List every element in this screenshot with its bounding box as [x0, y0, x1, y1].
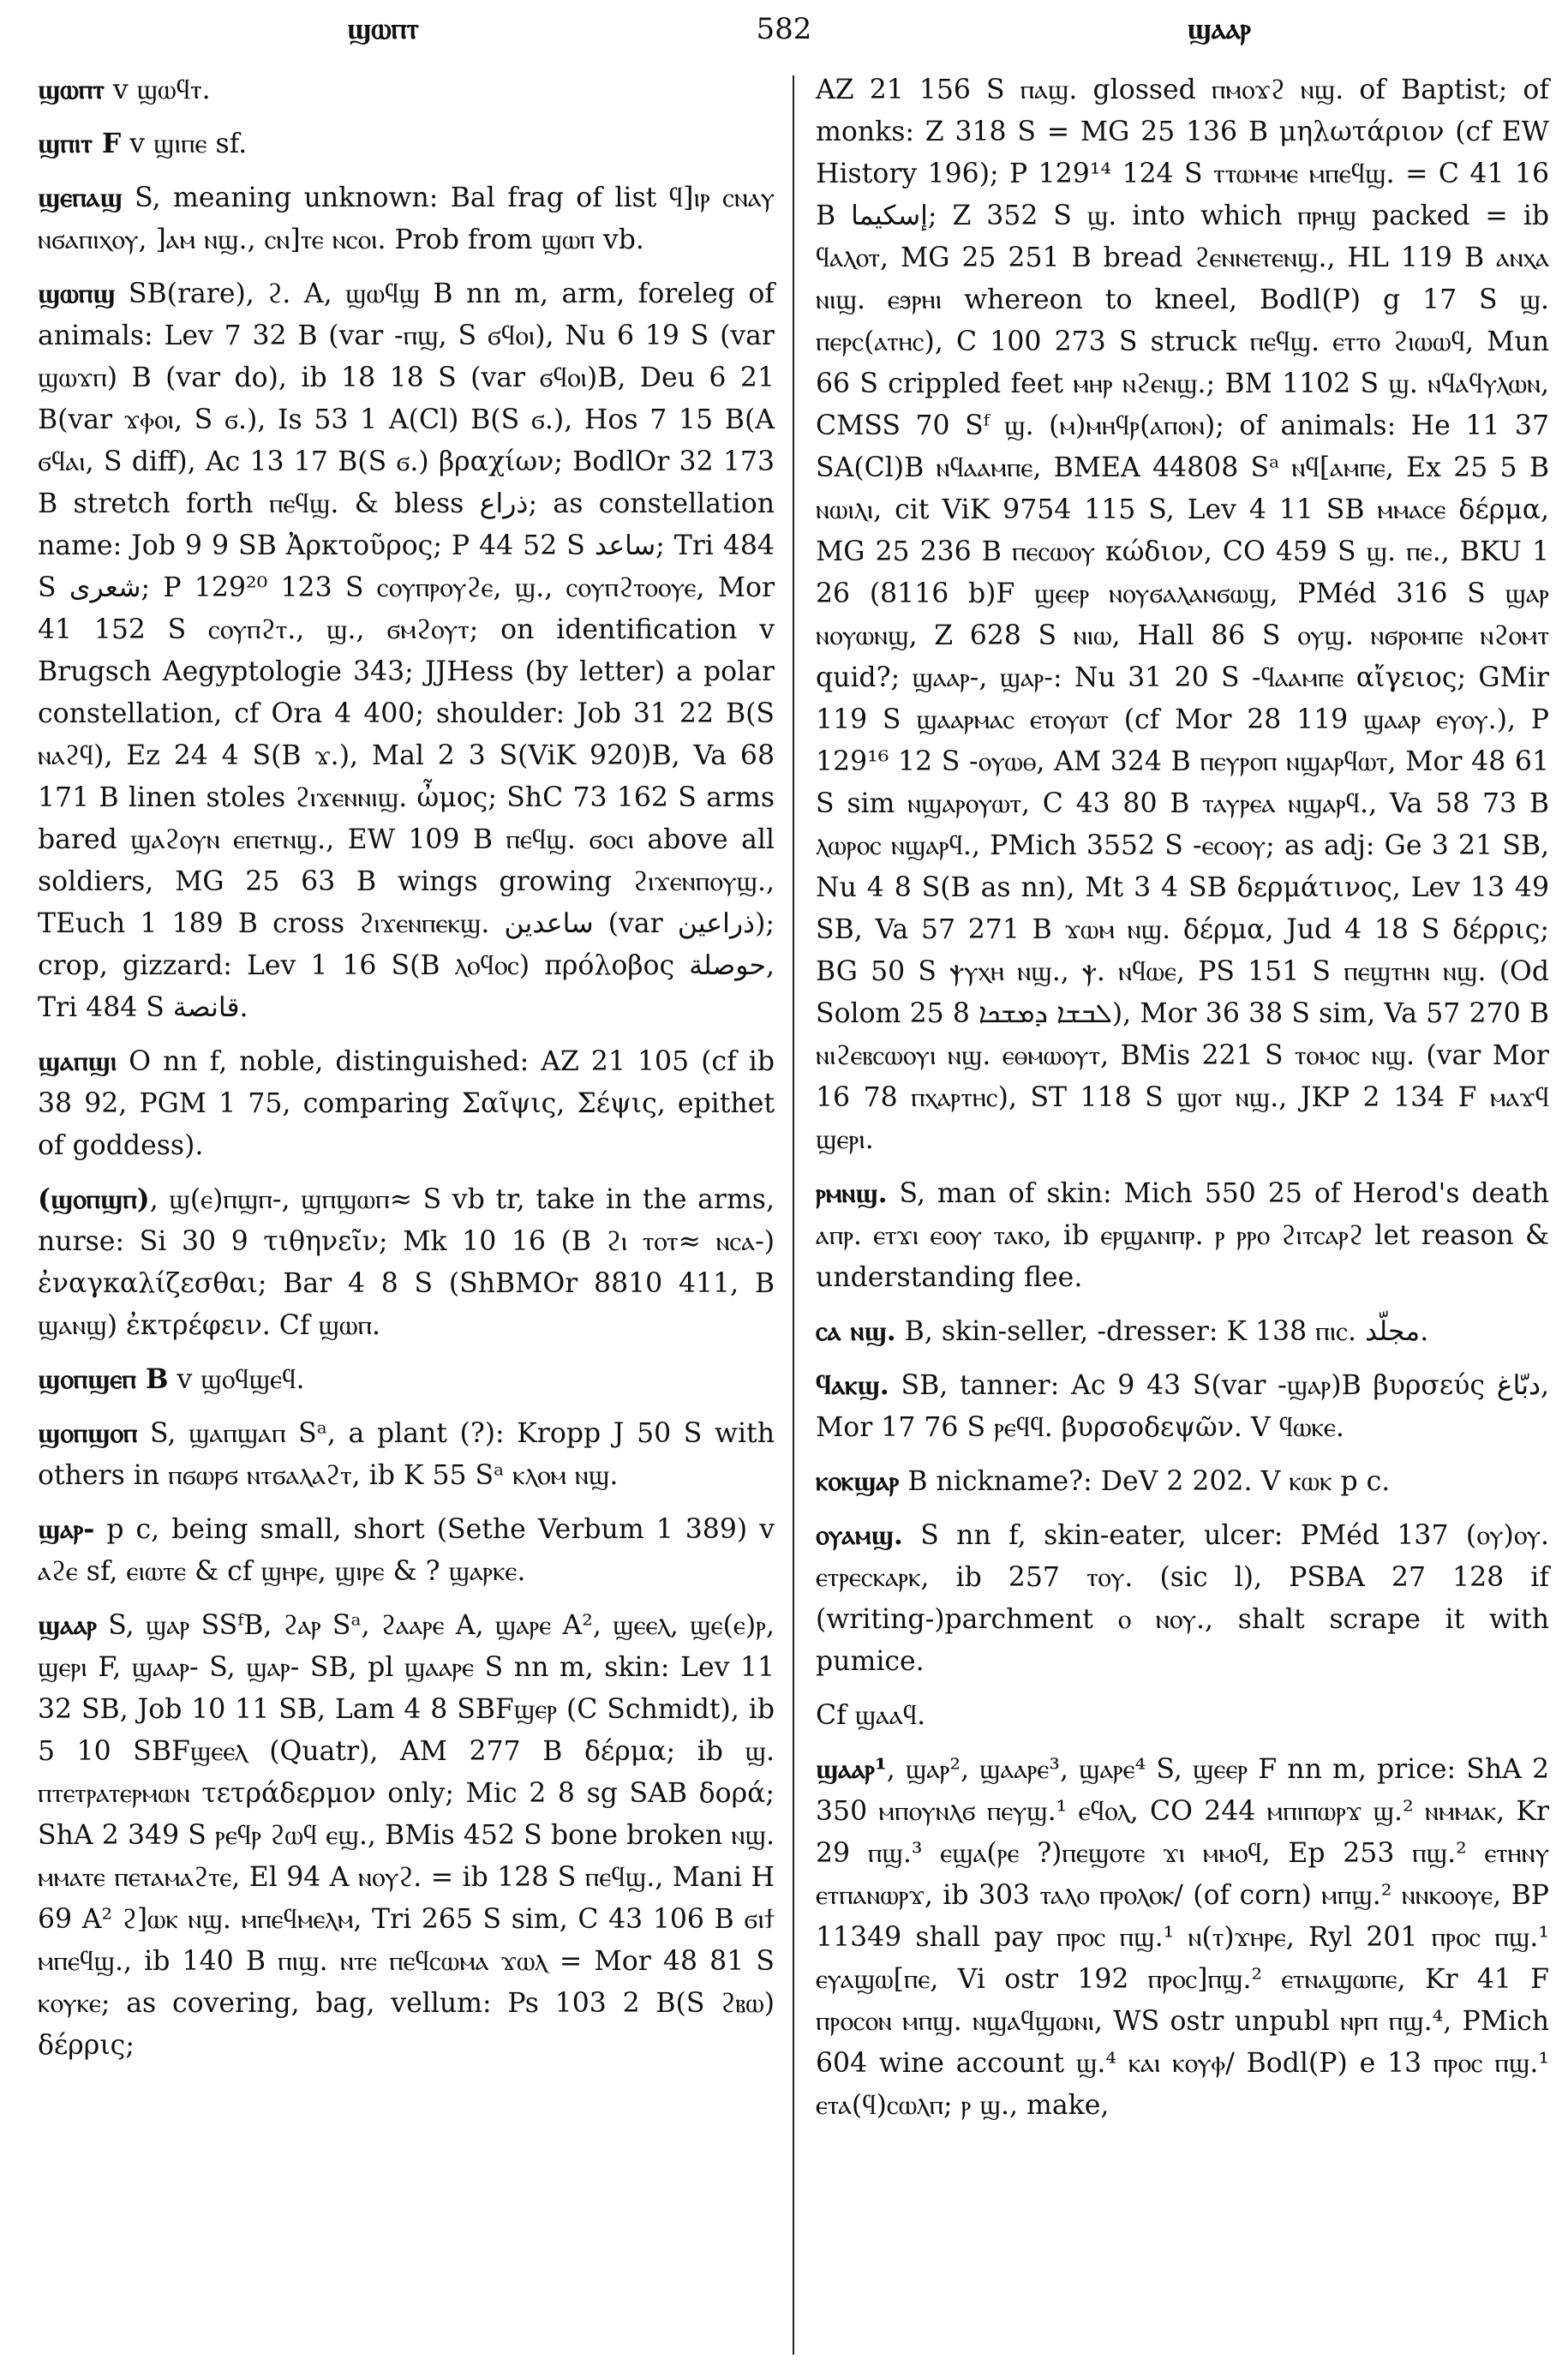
entry — [816, 1460, 1549, 1503]
entry-body: AZ 21 156 S ⲡⲁϣ. glossed ⲡⲙⲟϫϩ ⲛϣ. of Baptist; of monks: Z 318 S = MG 25 136 B μηλωτάριον (cf EW History 196); P 129¹⁴ 124 S ⲧⲧⲱⲙⲙⲉ ⲙⲡⲉϥϣ. = C 41 16 B إسكيما; Z 352 S ϣ. into which ⲡⲣⲏϣ packed = ib ϥⲁⲗⲟⲧ, MG 25 251 B bread ϩⲉⲛⲛⲉⲧⲉⲛϣ., HL 119 B ⲁⲛⲭⲁ ⲛⲓϣ. ⲉϧⲣⲏⲓ whereon to kneel, Bodl(P) g 17 S ϣ. ⲡⲉⲣⲥ(ⲁⲧⲏⲥ), C 100 273 S struck ⲡⲉϥϣ. ⲉⲧⲧⲟ ϩⲓⲱⲱϥ, Mun 66 S crippled feet ⲙⲏⲣ ⲛϩⲉⲛϣ.; BM 1102 S ϣ. ⲛϥⲁϥⲩⲗⲱⲛ, CMSS 70 Sᶠ ϣ. (ⲙ)ⲙⲏϥⲣ(ⲁⲡⲟⲛ); of animals: He 11 37 SA(Cl)B ⲛϥⲁⲁⲙⲡⲉ, BMEA 44808 Sᵃ ⲛϥ[ⲁⲙⲡⲉ, Ex 25 5 B ⲛⲱⲓⲗⲓ, cit ViK 9754 115 S, Lev 4 11 SB ⲙⲙⲁⲥⲉ δέρμα, MG 25 236 B ⲡⲉⲥⲱⲟⲩ κώδιον, CO 459 S ϣ. ⲡⲉ., BKU 1 26 (8116 b)F ϣⲉⲉⲣ ⲛⲟⲩϭⲁⲗⲁⲛϭⲱϣ, PMéd 316 S ϣⲁⲣ ⲛⲟⲩⲱⲛϣ, Z 628 S ⲛⲓⲱ, Hall 86 S ⲟⲩϣ. ⲛϭⲣⲟⲙⲡⲉ ⲛϩⲟⲙⲧ quid?; ϣⲁⲁⲣ-, ϣⲁⲣ-: Nu 31 20 S -ϥⲁⲁⲙⲡⲉ αἴγειος; GMir 119 S ϣⲁⲁⲣⲙⲁⲥ ⲉⲧⲟⲩⲱⲧ (cf Mor 28 119 ϣⲁⲁⲣ ⲉⲩⲟⲩ.), P 129¹⁶ 12 S -ⲟⲩⲱⲑ, AM 324 B ⲡⲉⲩⲣⲟⲡ ⲛϣⲁⲣϥⲱⲧ, Mor 48 61 S sim ⲛϣⲁⲣⲟⲩⲱⲧ, C 43 80 B ⲧⲁⲩⲣⲉⲁ ⲛϣⲁⲣϥ., Va 58 73 B ⲗⲱⲣⲟⲥ ⲛϣⲁⲣϥ., PMich 3552 S -ⲉⲥⲟⲟⲩ; as adj: Ge 3 21 SB, Nu 4 8 S(B as nn), Mt 3 4 SB δερμάτινος, Lev 13 49 SB, Va 57 271 B ϫⲱⲙ ⲛϣ. δέρμα, Jud 4 18 S δέρρις; BG 50 S ⲯⲩⲭⲏ ⲛϣ., ⲯ. ⲛϥⲱⲉ, PS 151 S ⲡⲉϣⲧⲏⲛ ⲛϣ. (Od Solom 25 8 ܠܒܫܐ ܕܡܫܟܐ), Mor 36 38 S sim, Va 57 270 B ⲛⲓϩⲉⲃⲥⲱⲟⲩⲓ ⲛϣ. ⲉⲑⲙⲱⲟⲩⲧ, BMis 221 S ⲧⲟⲙⲟⲥ ⲛϣ. (var Mor 16 78 ⲡⲭⲁⲣⲧⲏⲥ), ST 118 S ϣⲟⲧ ⲛϣ., JKP 2 134 F ⲙⲁϫϥ ϣⲉⲣⲓ. — [816, 75, 1549, 1155]
entry — [38, 177, 775, 261]
entry-body: v ϣⲱϥⲧ. — [104, 75, 211, 105]
page-number: 582 — [756, 12, 812, 46]
entry-body: B, skin-seller, -dresser: K 138 ⲡⲓⲥ. مجلّد. — [895, 1316, 1429, 1347]
entry — [816, 1310, 1549, 1353]
entry-body: S nn f, skin-eater, ulcer: PMéd 137 (ⲟⲩ)ⲟⲩ. ⲉⲧⲣⲉⲥⲕⲁⲣⲕ, ib 257 ⲧⲟⲩ. (sic l), PSBA 27 128 if (writing-)parchment ⲟ ⲛⲟⲩ., shalt scrape it with pumice. — [816, 1520, 1549, 1677]
entry — [38, 69, 775, 111]
entry — [816, 1748, 1549, 2127]
running-head-right: ϣⲁⲁⲣ — [1187, 12, 1251, 46]
entry-body: S, ϣⲁⲣ SSᶠB, ϩⲁⲣ Sᵃ, ϩⲁⲁⲣⲉ A, ϣⲁⲣⲉ A², ϣⲉⲉⲗ, ϣⲉ(ⲉ)ⲣ, ϣⲉⲣⲓ F, ϣⲁⲁⲣ- S, ϣⲁⲣ- SB, pl ϣⲁⲁⲣⲉ S nn m, skin: Lev 11 32 SB, Job 10 11 SB, Lam 4 8 SBFϣⲉⲣ (C Schmidt), ib 5 10 SBFϣⲉⲉⲗ (Quatr), AM 277 B δέρμα; ib ϣ. ⲡⲧⲉⲧⲣⲁⲧⲉⲣⲙⲱⲛ τετράδερμον only; Mic 2 8 sg SAB δορά; ShA 2 349 S ⲣⲉϥⲣ ϩⲱϥ ⲉϣ., BMis 452 S bone broken ⲛϣ. ⲙⲙⲁⲧⲉ ⲡⲉⲧⲁⲙⲁϩⲧⲉ, El 94 A ⲛⲟⲩϩ. = ib 128 S ⲡⲉϥϣ., Mani H 69 A² ϩ]ⲱⲕ ⲛϣ. ⲙⲡⲉϥⲙⲉⲗⲙ, Tri 265 S sim, C 43 106 B ϭⲓϯ ⲙⲡⲉϥϣ., ib 140 B ⲡⲓϣ. ⲛⲧⲉ ⲡⲉϥⲥⲱⲙⲁ ϫⲱⲗ = Mor 48 81 S ⲕⲟⲩⲕⲉ; as covering, bag, vellum: Ps 103 2 B(S ϩⲃⲱ) δέρρις; — [38, 1610, 775, 2061]
entry — [38, 1604, 775, 2067]
entry-body: O nn f, noble, distinguished: AZ 21 105 (cf ib 38 92, PGM 1 75, comparing Σαῖψις, Σέψις, epithet of goddess). — [38, 1046, 775, 1161]
entry — [38, 1178, 775, 1347]
entry — [816, 1694, 1549, 1737]
column-divider — [793, 75, 794, 2355]
running-head-left: ϣⲱⲡⲧ — [347, 12, 420, 46]
entry-headword: ϣⲉⲡⲁϣ — [38, 182, 123, 213]
entry-body: v ϣⲓⲡⲉ sf. — [121, 129, 248, 159]
page-header — [51, 12, 1517, 55]
entry-body: , ϣⲁⲣ², ϣⲁⲁⲣⲉ³, ϣⲁⲣⲉ⁴ S, ϣⲉⲉⲣ F nn m, price: ShA 2 350 ⲙⲡⲟⲩⲛⲗϭ ⲡⲉⲩϣ.¹ ⲉϥⲟⲗ, CO 244 ⲙⲡⲓⲡⲱⲣϫ ϣ.² ⲛⲙⲙⲁⲕ, Kr 29 ⲡϣ.³ ⲉϣⲁ(ⲣⲉ ?)ⲡⲉϣⲟⲧⲉ ϫⲓ ⲙⲙⲟϥ, Ep 253 ⲡϣ.² ⲉⲧⲏⲛⲩ ⲉⲧⲡⲁⲛⲱⲣϫ, ib 303 ⲧⲁⲗⲟ ⲡⲣⲟⲗⲟⲕ/ (of corn) ⲙⲡϣ.² ⲛⲛⲕⲟⲟⲩⲉ, BP 11349 shall pay ⲡⲣⲟⲥ ⲡϣ.¹ ⲛ(ⲧ)ϫⲏⲣⲉ, Ryl 201 ⲡⲣⲟⲥ ⲡϣ.¹ ⲉⲩⲁϣⲱ[ⲡⲉ, Vi ostr 192 ⲡⲣⲟⲥ]ⲡϣ.² ⲉⲧⲛⲁϣⲱⲡⲉ, Kr 41 F ⲡⲣⲟⲥⲟⲛ ⲙⲡϣ. ⲛϣⲁϥϣⲱⲛⲓ, WS ostr unpubl ⲛⲣⲡ ⲡϣ.⁴, PMich 604 wine account ϣ.⁴ ⲕⲁⲓ ⲕⲟⲩⲫ/ Bodl(P) e 13 ⲡⲣⲟⲥ ⲡϣ.¹ ⲉⲧⲁ(ϥ)ⲥⲱⲗⲡ; ⲣ ϣ., make, — [816, 1754, 1549, 2121]
entry-headword: ⲟⲩⲁⲙϣ. — [816, 1519, 903, 1551]
entry-body: SB, tanner: Ac 9 43 S(var -ϣⲁⲣ)B βυρσεύς دبّاغ, Mor 17 76 S ⲣⲉϥϥ. βυρσοδεψῶν. V ϥⲱⲕⲉ. — [816, 1370, 1549, 1443]
entry-headword: ϣⲱⲡⲧ — [38, 74, 105, 105]
entry-headword: ϣⲱⲡϣ — [38, 278, 116, 309]
entry-headword: ϣⲁⲣ- — [38, 1513, 95, 1545]
entry — [38, 1040, 775, 1167]
entry-headword: ϣⲁⲡϣⲓ — [38, 1045, 117, 1077]
entry-body: S, ϣⲁⲡϣⲁⲡ Sᵃ, a plant (?): Kropp J 50 S with others in ⲡϭⲱⲣϭ ⲛⲧϭⲁⲗⲁϩⲧ, ib K 55 Sᵃ ⲕⲗⲟⲙ ⲛϣ. — [38, 1418, 775, 1491]
entry-headword: ϣⲟⲡϣⲟⲡ — [38, 1417, 138, 1449]
entry-headword: ⲥⲁ ⲛϣ. — [816, 1315, 896, 1347]
entry — [816, 1172, 1549, 1299]
entry-body: SB(rare), ϩ. A, ϣⲱϥϣ B nn m, arm, foreleg of animals: Lev 7 32 B (var -ⲡϣ, S ϭϥⲟⲓ), Nu 6 19 S (var ϣⲱϫⲡ) B (var do), ib 18 18 S (var ϭϥⲟⲓ)B, Deu 6 21 B(var ϫⲫⲟⲓ, S ϭ.), Is 53 1 A(Cl) B(S ϭ.), Hos 7 15 B(A ϭϥⲁⲓ, S diff), Ac 13 17 B(S ϭ.) βραχίων; BodlOr 32 173 B stretch forth ⲡⲉϥϣ. & bless ذراع; as constellation name: Job 9 9 SB Ἀρκτοῦρος; P 44 52 S ساعد; Tri 484 S شعرى; P 129²⁰ 123 S ⲥⲟⲩⲡⲣⲟⲩϩⲉ, ϣ., ⲥⲟⲩⲡϩⲧⲟⲟⲩⲉ, Mor 41 152 S ⲥⲟⲩⲡϩⲧ., ϣ., ϭⲙϩⲟⲩⲧ; on identification v Brugsch Aegyptologie 343; JJHess (by letter) a polar constellation, cf Ora 4 400; shoulder: Job 31 22 B(S ⲛⲁϩϥ), Ez 24 4 S(B ϫ.), Mal 2 3 S(ViK 920)B, Va 68 171 B linen stoles ϩⲓϫⲉⲛⲛⲓϣ. ὦμος; ShC 73 162 S arms bared ϣⲁϩⲟⲩⲛ ⲉⲡⲉⲧⲛϣ., EW 109 B ⲡⲉϥϣ. ϭⲟⲥⲓ above all soldiers, MG 25 63 B wings growing ϩⲓϫⲉⲛⲡⲟⲩϣ., TEuch 1 189 B cross ϩⲓϫⲉⲛⲡⲉⲕϣ. ساعدين (var ذراعين); crop, gizzard: Lev 1 16 S(B ⲗⲟϥⲟⲥ) πρόλοβος حوصلة, Tri 484 S قانصة. — [38, 278, 775, 1023]
entry-body: p c, being small, short (Sethe Verbum 1 389) v ⲁϩⲉ sf, ⲉⲓⲱⲧⲉ & cf ϣⲏⲣⲉ, ϣⲓⲣⲉ & ? ϣⲁⲣⲕⲉ. — [38, 1514, 775, 1587]
entry-headword: ϣⲁⲁⲣ¹ — [816, 1753, 887, 1785]
entry — [38, 272, 775, 1029]
entry-headword: ⲕⲟⲕϣⲁⲣ — [816, 1465, 900, 1497]
entry-headword: ϣⲁⲁⲣ — [38, 1609, 97, 1641]
entry-headword: ϣⲟⲡϣⲉⲡ B — [38, 1363, 169, 1395]
entry-body: v ϣⲟϥϣⲉϥ. — [168, 1364, 305, 1395]
entry-headword: ϥⲁⲕϣ. — [816, 1369, 889, 1401]
entry-headword: (ϣⲟⲡϣⲡ) — [38, 1183, 150, 1215]
entry — [816, 69, 1549, 1161]
entry-body: Cf ϣⲁⲁϥ. — [816, 1700, 926, 1731]
entry — [38, 1412, 775, 1497]
right-column — [816, 69, 1549, 2138]
entry — [38, 1508, 775, 1593]
entry — [816, 1514, 1549, 1683]
entry — [38, 123, 775, 165]
entry-headword: ⲣⲙⲛϣ. — [816, 1177, 888, 1209]
entry-headword: ϣⲡⲓⲧ F — [38, 128, 122, 159]
entry — [38, 1358, 775, 1401]
left-column — [38, 69, 775, 2078]
entry-body: , ϣ(ⲉ)ⲡϣⲡ-, ϣⲡϣⲱⲡ≈ S vb tr, take in the arms, nurse: Si 30 9 τιθηνεῖν; Mk 10 16 (B ϩⲓ ⲧⲟⲧ≈ ⲛⲥⲁ-) ἐναγκαλίζεσθαι; Bar 4 8 S (ShBMOr 8810 411, B ϣⲁⲛϣ) ἐκτρέφειν. Cf ϣⲱⲡ. — [38, 1184, 775, 1341]
entry-body: S, man of skin: Mich 550 25 of Herod's death ⲁⲡⲣ. ⲉⲧϫⲓ ⲉⲟⲟⲩ ⲧⲁⲕⲟ, ib ⲉⲣϣⲁⲛⲡⲣ. ⲣ ⲣⲣⲟ ϩⲓⲧⲥⲁⲣϩ let reason & understanding flee. — [816, 1178, 1549, 1293]
entry-body: S, meaning unknown: Bal frag of list ϥ]ⲓⲣ ⲥⲛⲁⲩ ⲛϭⲁⲡⲓⲭⲟⲩ, ]ⲁⲙ ⲛϣ., ⲥⲛ]ⲧⲉ ⲛⲥⲟⲓ. Prob from ϣⲱⲡ vb. — [38, 183, 775, 255]
entry — [816, 1364, 1549, 1449]
entry-body: B nickname?: DeV 2 202. V ⲕⲱⲕ p c. — [899, 1466, 1391, 1497]
